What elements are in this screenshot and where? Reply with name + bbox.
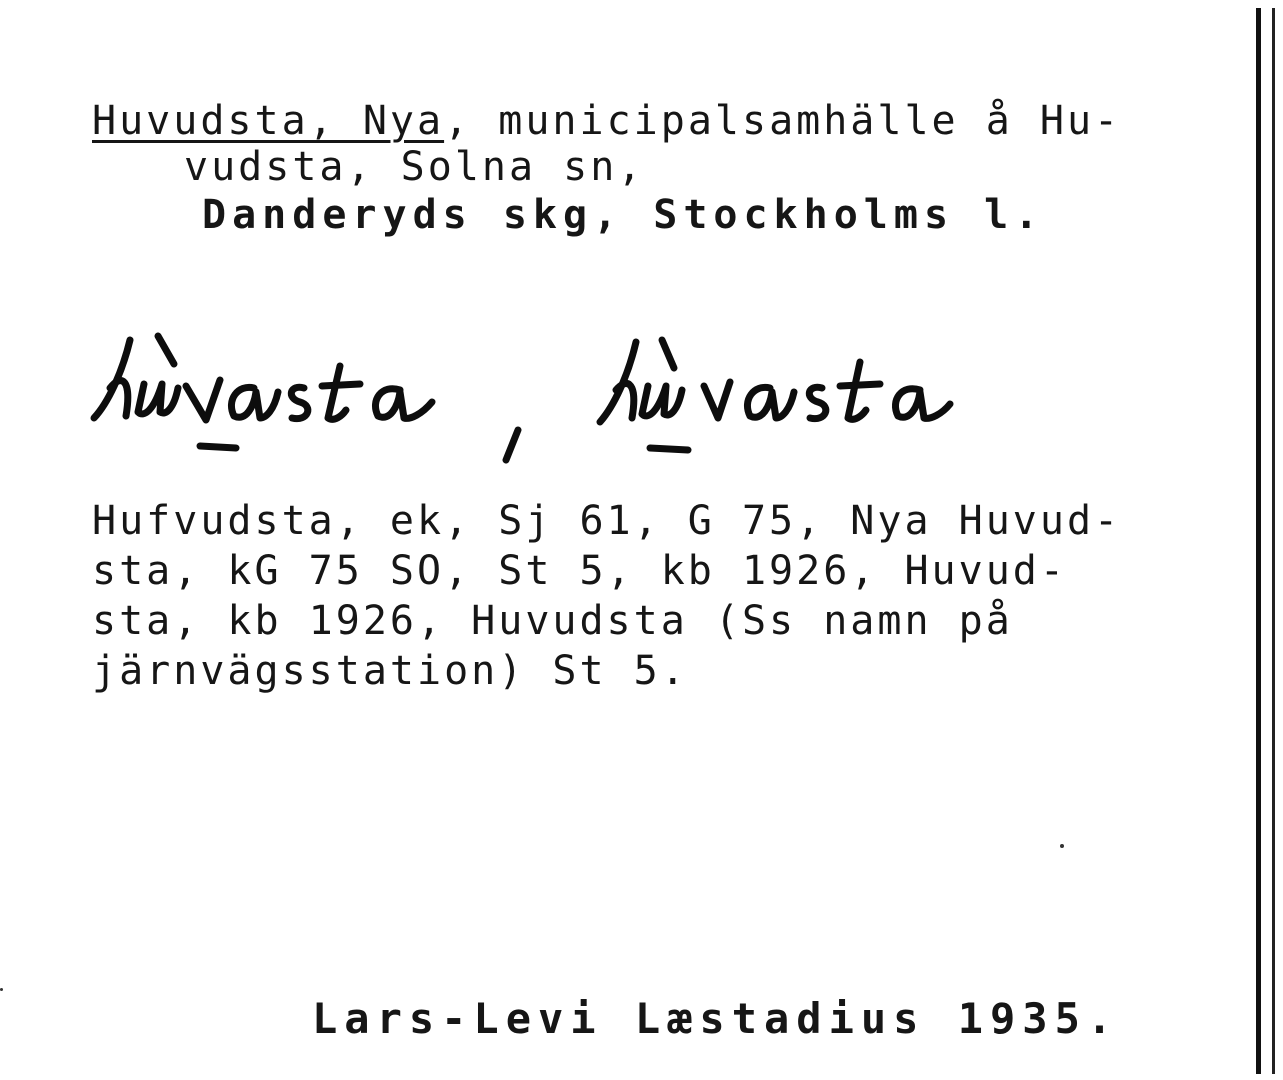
heading-line-1-rest: , municipalsamhälle å Hu- [444,98,1122,144]
card-edge [1272,8,1275,1074]
source-line: sta, kG 75 SO, St 5, kb 1926, Huvud- [92,548,1067,594]
heading-line-2: vudsta, Solna sn, [184,144,645,190]
source-line: järnvägsstation) St 5. [92,648,688,694]
source-line: Hufvudsta, ek, Sj 61, G 75, Nya Huvud- [92,498,1122,544]
signature-line: Lars-Levi Læstadius 1935. [312,994,1120,1043]
ink-speck [1060,844,1064,848]
source-notes [92,496,1121,696]
ink-speck [0,988,3,991]
headword: Huvudsta, Nya [92,98,445,144]
handwritten-pronunciation [70,318,1030,478]
heading-line-3: Danderyds skg, Stockholms l. [202,192,1045,238]
card-edge [1256,8,1261,1074]
heading-line-1 [92,98,1121,144]
source-line: sta, kb 1926, Huvudsta (Ss namn på [92,598,1013,644]
